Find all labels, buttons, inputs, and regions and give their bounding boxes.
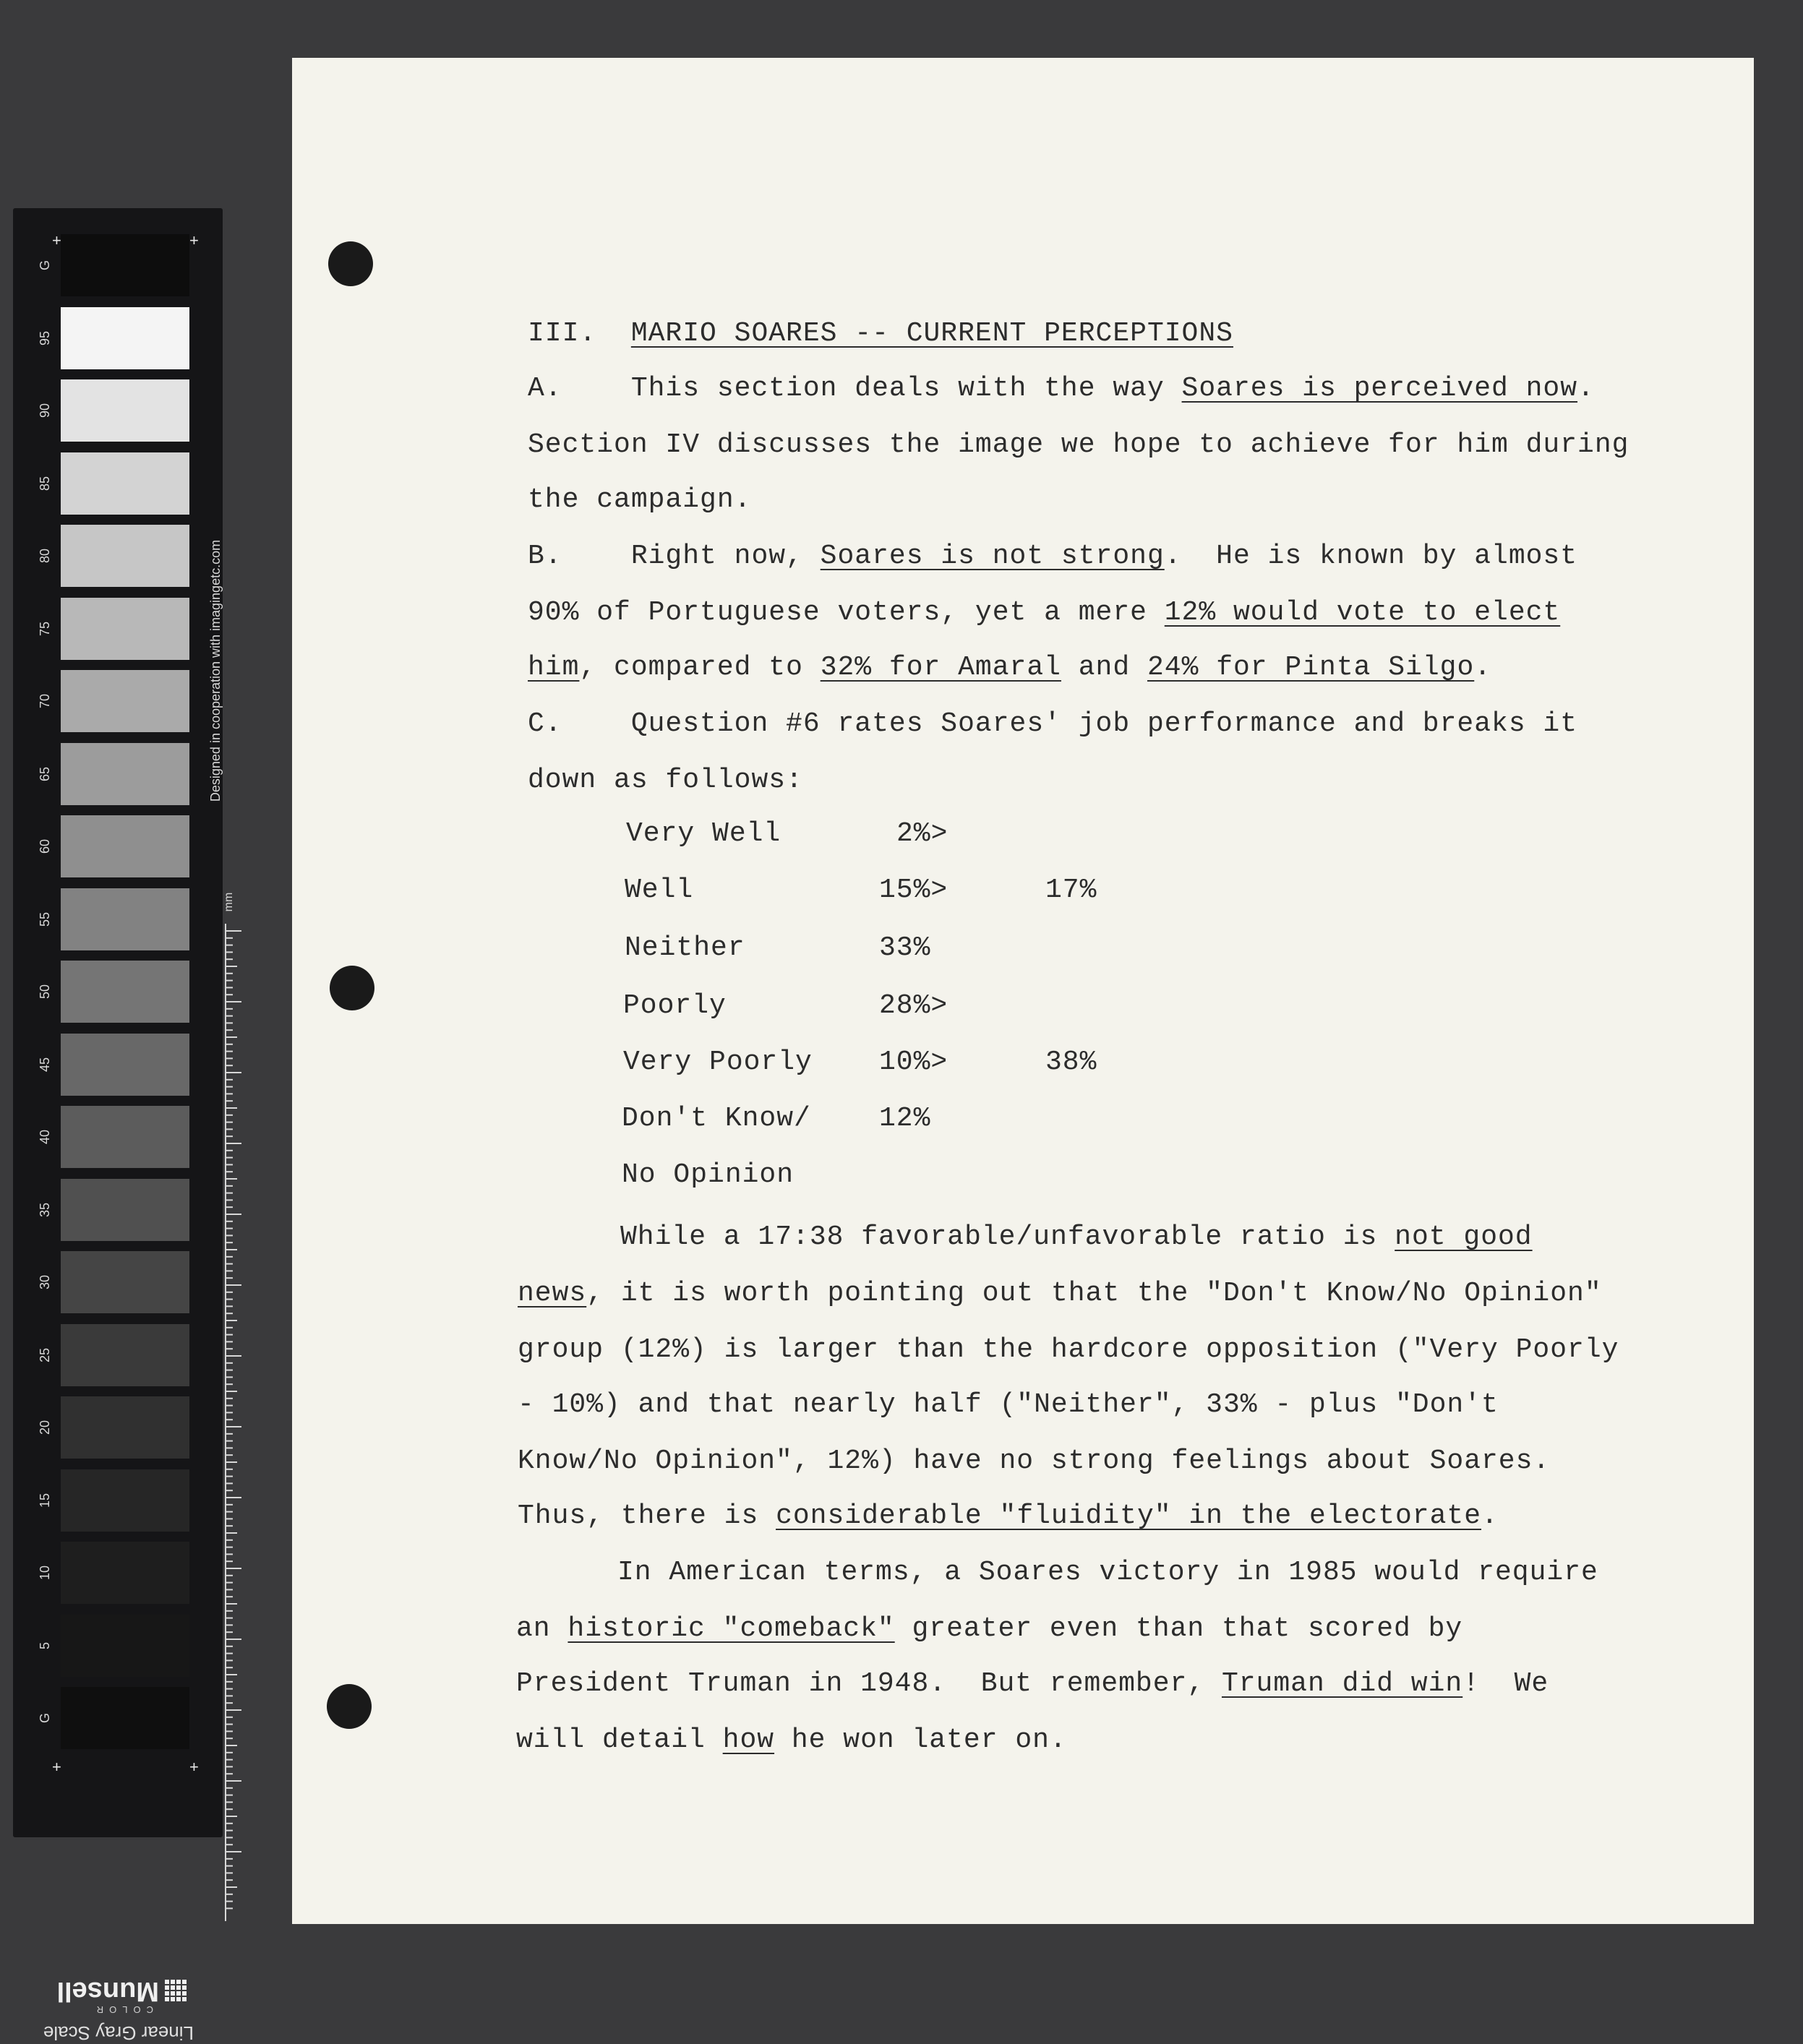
gray-scale-label: G (38, 260, 52, 271)
text-run: and (1061, 652, 1147, 683)
text-run: he won later on. (774, 1725, 1067, 1756)
paragraph-c-line-1 (528, 708, 1577, 740)
text-run: This section deals with the way (630, 373, 1182, 404)
gray-scale-label: 5 (38, 1641, 52, 1649)
gray-patch (61, 1687, 189, 1749)
paragraph-ratio-line-2 (518, 1278, 1602, 1310)
text-run: . (1481, 1500, 1499, 1532)
gray-scale-label: 15 (38, 1493, 52, 1508)
gray-patch (61, 1615, 189, 1677)
text-run: While a 17:38 favorable/unfavorable ratio is (620, 1221, 1395, 1253)
gray-patch (61, 307, 189, 369)
text-run: greater even than that scored by (894, 1613, 1463, 1644)
table-row-label: Well (625, 875, 694, 906)
gray-patch (61, 670, 189, 732)
table-row-value: 28%> (879, 990, 948, 1021)
table-row-label: Neither (625, 932, 745, 963)
section-number: III. (528, 318, 597, 349)
gray-scale-label: 90 (38, 403, 52, 418)
underlined-text: Soares is not strong (820, 541, 1165, 572)
gray-scale-label: 20 (38, 1420, 52, 1435)
gray-patch (61, 815, 189, 877)
gray-scale-label: 10 (38, 1565, 52, 1581)
registration-mark: + (52, 231, 61, 249)
punch-hole (328, 241, 373, 286)
gray-patch (61, 1034, 189, 1096)
gray-patch (61, 888, 189, 950)
paragraph-b-line-1 (528, 541, 1577, 572)
gray-patch (61, 452, 189, 515)
gray-patch (61, 1324, 189, 1386)
underlined-text: considerable "fluidity" in the electorate (776, 1500, 1482, 1532)
munsell-brand-sub: COLOR (90, 2004, 153, 2015)
gray-patch (61, 1251, 189, 1313)
table-row-value: 12% (879, 1103, 931, 1134)
table-row-label: Don't Know/ (622, 1103, 811, 1134)
paragraph-a-line-2: Section IV discusses the image we hope to achieve for him during (528, 429, 1629, 460)
document-page (292, 58, 1754, 1924)
gray-scale-label: G (38, 1713, 52, 1724)
punch-hole (327, 1684, 372, 1729)
section-title: MARIO SOARES -- CURRENT PERCEPTIONS (630, 318, 1233, 349)
paragraph-truman-line-2 (516, 1613, 1462, 1645)
gray-patch (61, 598, 189, 660)
paragraph-b-line-2 (528, 597, 1560, 629)
underlined-text: 32% for Amaral (820, 652, 1061, 683)
text-run: an (516, 1613, 568, 1644)
text-run: , it is worth pointing out that the "Don't Know/No Opinion" (586, 1278, 1602, 1309)
gray-patch (61, 1396, 189, 1459)
paragraph-ratio-line-6 (518, 1500, 1499, 1532)
paragraph-truman-line-4 (516, 1725, 1067, 1756)
gray-scale-title: Linear Gray Scale (43, 2022, 194, 2044)
table-row-value: 10%> (879, 1047, 948, 1078)
text-run: , compared to (579, 652, 821, 683)
munsell-brand-name: Munsell (56, 1976, 159, 2006)
text-run: Thus, there is (518, 1500, 776, 1532)
gray-scale-label: 85 (38, 476, 52, 491)
text-run: President Truman in 1948. But remember, (516, 1668, 1222, 1699)
gray-scale-label: 55 (38, 911, 52, 927)
table-row-label: Very Well (626, 818, 781, 849)
text-run: . (1577, 373, 1595, 404)
text-run: . He is known by almost (1164, 541, 1578, 572)
paragraph-a-label: A. (528, 373, 562, 404)
paragraph-ratio-line-1 (620, 1221, 1533, 1253)
table-row-value: 15%> (879, 875, 948, 906)
gray-scale-card (13, 208, 235, 2044)
table-row-group-total: 38% (1045, 1047, 1097, 1078)
underlined-text: historic "comeback" (568, 1613, 895, 1644)
paragraph-b-label: B. (528, 541, 562, 572)
gray-scale-label: 60 (38, 838, 52, 854)
underlined-text: him (528, 652, 580, 683)
text-run: Right now, (630, 541, 821, 572)
gray-patch (61, 1469, 189, 1532)
table-row-label: Very Poorly (623, 1047, 813, 1078)
registration-mark: + (52, 1758, 61, 1776)
mm-ruler (224, 924, 249, 1921)
paragraph-ratio-line-5: Know/No Opinion", 12%) have no strong feelings about Soares. (518, 1446, 1551, 1477)
underlined-text: not good (1395, 1221, 1533, 1253)
text-run: . (1474, 652, 1492, 683)
gray-scale-label: 95 (38, 330, 52, 345)
gray-scale-label: 80 (38, 548, 52, 564)
gray-scale-label: 45 (38, 1057, 52, 1072)
gray-patch (61, 1542, 189, 1604)
munsell-logo-icon (165, 1980, 187, 2002)
gray-scale-label: 40 (38, 1129, 52, 1145)
paragraph-c-line-2: down as follows: (528, 765, 803, 796)
text-run: ! We (1462, 1668, 1549, 1699)
paragraph-truman-line-3 (516, 1668, 1549, 1700)
table-row-label: No Opinion (622, 1159, 795, 1190)
gray-scale-label: 70 (38, 693, 52, 709)
text-run: Question #6 rates Soares' job performance and breaks it (630, 708, 1578, 739)
gray-scale-label: 30 (38, 1274, 52, 1290)
gray-patch (61, 379, 189, 442)
paragraph-a-line-1 (528, 373, 1595, 405)
paragraph-c-label: C. (528, 708, 562, 739)
gray-scale-title-block (43, 1976, 201, 2044)
underlined-text: 24% for Pinta Silgo (1147, 652, 1475, 683)
table-row-value: 33% (879, 932, 931, 963)
paragraph-ratio-line-3: group (12%) is larger than the hardcore opposition ("Very Poorly (518, 1334, 1619, 1365)
munsell-brand (56, 1975, 187, 2015)
paragraph-truman-line-1: In American terms, a Soares victory in 1985 would require (617, 1557, 1598, 1588)
gray-patch (61, 234, 189, 296)
underlined-text: Truman did win (1221, 1668, 1463, 1699)
registration-mark: + (189, 231, 199, 249)
gray-scale-label: 65 (38, 766, 52, 781)
paragraph-ratio-line-4: - 10%) and that nearly half ("Neither", 33% - plus "Don't (518, 1389, 1499, 1420)
gray-scale-label: 50 (38, 984, 52, 1000)
underlined-text: 12% would vote to elect (1164, 597, 1561, 628)
paragraph-b-line-3 (528, 652, 1491, 684)
gray-patch (61, 1106, 189, 1168)
gray-patch (61, 1179, 189, 1241)
table-row-value: 2%> (896, 818, 948, 849)
text-run: 90% of Portuguese voters, yet a mere (528, 597, 1165, 628)
gray-patch (61, 961, 189, 1023)
gray-scale-label: 35 (38, 1202, 52, 1217)
registration-mark: + (189, 1758, 199, 1776)
gray-scale-label: 25 (38, 1347, 52, 1362)
ruler-unit-label: mm (223, 892, 235, 912)
underlined-text: Soares is perceived now (1181, 373, 1578, 404)
gray-scale-label: 75 (38, 621, 52, 636)
gray-patch (61, 743, 189, 805)
text-run: will detail (516, 1725, 723, 1756)
section-heading (528, 318, 1233, 350)
gray-patch (61, 525, 189, 587)
table-row-label: Poorly (623, 990, 727, 1021)
underlined-text: news (518, 1278, 587, 1309)
underlined-text: how (722, 1725, 775, 1756)
punch-hole (330, 966, 374, 1010)
table-row-group-total: 17% (1045, 875, 1097, 906)
paragraph-a-line-3: the campaign. (528, 484, 752, 515)
designed-in-cooperation-text: Designed in cooperation with imagingetc.com (208, 539, 223, 802)
